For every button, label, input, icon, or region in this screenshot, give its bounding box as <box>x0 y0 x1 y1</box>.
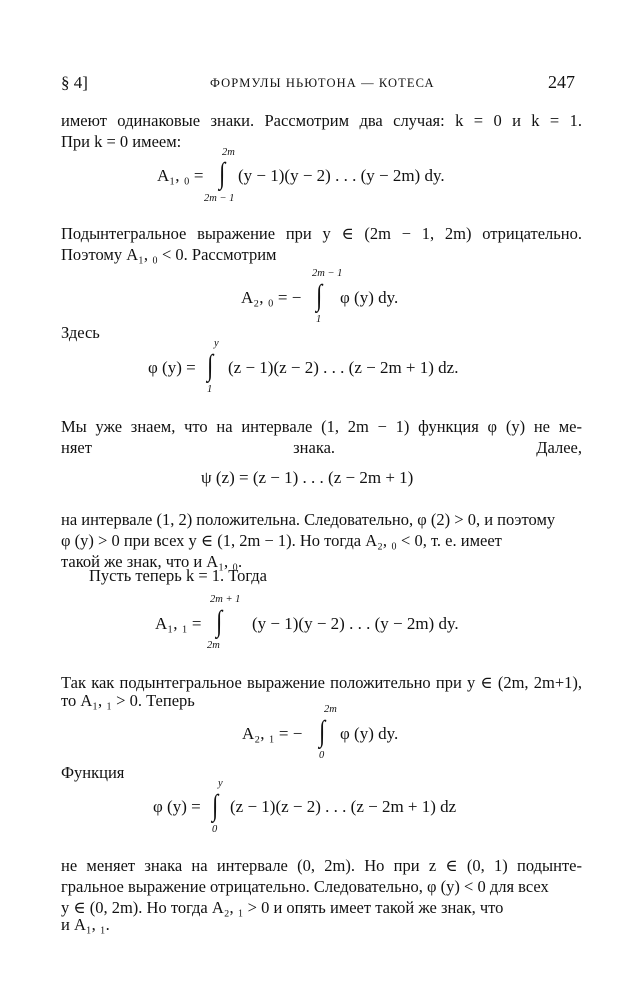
integrand: (y − 1)(y − 2) . . . (y − 2m) dy. <box>252 614 459 633</box>
running-title: ФОРМУЛЫ НЬЮТОНА — КОТЕСА <box>210 76 435 90</box>
text-line: При k = 0 имеем: <box>61 132 182 151</box>
text-line: не меняет знака на интервале (0, 2m). Но при z ∈ (0, 1) подынте- <box>61 856 582 875</box>
text-line: Так как подынтегральное выражение положительно при y ∈ (2m, 2m+1), <box>61 673 582 692</box>
text-line: Пусть теперь k = 1. Тогда <box>89 566 267 585</box>
integral-lower-limit: 2m − 1 <box>204 193 235 204</box>
integral-upper-limit: 2m <box>324 704 337 715</box>
integrand: φ (y) dy. <box>340 288 399 307</box>
equation-lhs: φ (y) = <box>153 797 201 816</box>
equation-lhs: φ (y) = <box>148 358 196 377</box>
text-line: гральное выражение отрицательно. Следовательно, φ (y) < 0 для всех <box>61 877 549 896</box>
page-number: 247 <box>548 72 575 92</box>
text-line: имеют одинаковые знаки. Рассмотрим два случая: k = 0 и k = 1. <box>61 111 582 130</box>
text-line: Функция <box>61 763 125 782</box>
integral-upper-limit: y <box>218 778 223 789</box>
text-line: и A₁, ₁. <box>61 915 110 934</box>
integral-upper-limit: 2m − 1 <box>312 268 343 279</box>
equation-lhs: A₂, ₁ = − <box>242 724 303 743</box>
equation-psi: ψ (z) = (z − 1) . . . (z − 2m + 1) <box>201 468 414 487</box>
integral-lower-limit: 1 <box>207 384 213 395</box>
text-line: такой же знак, что и A₁, ₀. <box>61 552 243 571</box>
integral-lower-limit: 0 <box>212 824 218 835</box>
text-line: Здесь <box>61 323 100 342</box>
text-line: то A₁, ₁ > 0. Теперь <box>61 691 195 710</box>
text-line: y ∈ (0, 2m). Но тогда A₂, ₁ > 0 и опять имеет такой же знак, что <box>61 898 504 917</box>
equation-lhs: A₂, ₀ = − <box>241 288 302 307</box>
integrand: (y − 1)(y − 2) . . . (y − 2m) dy. <box>238 166 445 185</box>
integral-upper-limit: 2m <box>222 147 235 158</box>
integral-lower-limit: 1 <box>316 314 322 325</box>
integral-sign-icon: ∫ <box>207 349 214 382</box>
equation-lhs: A₁, ₁ = <box>155 614 202 633</box>
integral-sign-icon: ∫ <box>219 157 226 190</box>
integrand: φ (y) dy. <box>340 724 399 743</box>
integral-sign-icon: ∫ <box>212 789 219 822</box>
text-line: Поэтому A₁, ₀ < 0. Рассмотрим <box>61 245 277 264</box>
integrand: (z − 1)(z − 2) . . . (z − 2m + 1) dz <box>230 797 457 816</box>
text-line: Подынтегральное выражение при y ∈ (2m − 1, 2m) отрицательно. <box>61 224 582 243</box>
integral-upper-limit: 2m + 1 <box>210 594 241 605</box>
integral-lower-limit: 0 <box>319 750 325 761</box>
text-line: Мы уже знаем, что на интервале (1, 2m − 1) функция φ (y) не ме- <box>61 417 582 436</box>
section-marker: § 4] <box>61 73 88 92</box>
text-line: φ (y) > 0 при всех y ∈ (1, 2m − 1). Но тогда A₂, ₀ < 0, т. е. имеет <box>61 531 502 550</box>
integral-upper-limit: y <box>214 338 219 349</box>
integral-sign-icon: ∫ <box>216 605 223 638</box>
text-line: на интервале (1, 2) положительна. Следовательно, φ (2) > 0, и поэтому <box>61 510 556 529</box>
equation-lhs: A₁, ₀ = <box>157 166 204 185</box>
integrand: (z − 1)(z − 2) . . . (z − 2m + 1) dz. <box>228 358 459 377</box>
integral-sign-icon: ∫ <box>316 279 323 312</box>
text-line: няет знака. Далее, <box>61 438 582 457</box>
integral-lower-limit: 2m <box>207 640 220 651</box>
integral-sign-icon: ∫ <box>319 715 326 748</box>
